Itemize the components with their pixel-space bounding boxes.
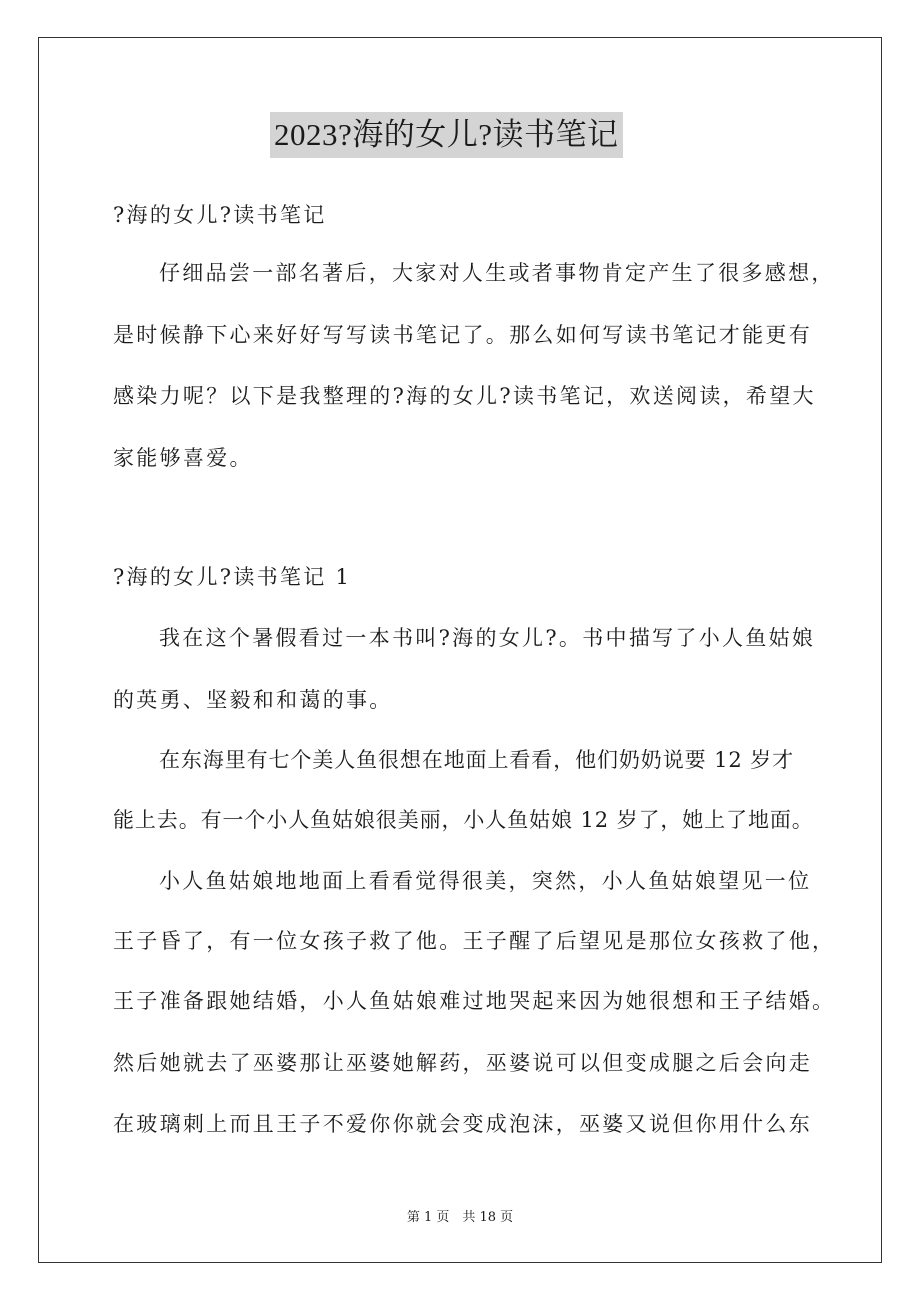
section-heading: ?海的女儿?读书笔记 1 bbox=[113, 565, 352, 589]
body-line-3: 在东海里有七个美人鱼很想在地面上看看，他们奶奶说要 12 岁才 bbox=[159, 748, 794, 772]
body-line-7: 王子准备跟她结婚，小人鱼姑娘难过地哭起来因为她很想和王子结婚。 bbox=[113, 989, 836, 1013]
body-line-8: 然后她就去了巫婆那让巫婆她解药，巫婆说可以但变成腿之后会向走 bbox=[113, 1051, 812, 1075]
body-line-2: 的英勇、坚毅和和蔼的事。 bbox=[113, 688, 393, 712]
subheading: ?海的女儿?读书笔记 bbox=[113, 203, 327, 227]
intro-line-2: 是时候静下心来好好写写读书笔记了。那么如何写读书笔记才能更有 bbox=[113, 323, 812, 347]
document-title: 2023?海的女儿?读书笔记 bbox=[270, 112, 623, 158]
body-line-1: 我在这个暑假看过一本书叫?海的女儿?。书中描写了小人鱼姑娘 bbox=[159, 626, 816, 650]
intro-line-3: 感染力呢？以下是我整理的?海的女儿?读书笔记，欢送阅读，希望大 bbox=[113, 384, 816, 408]
intro-line-1: 仔细品尝一部名著后，大家对人生或者事物肯定产生了很多感想， bbox=[159, 261, 835, 285]
page-indicator: 第 1 页 共 18 页 bbox=[406, 1210, 514, 1225]
body-line-6: 王子昏了，有一位女孩子救了他。王子醒了后望见是那位女孩救了他， bbox=[113, 929, 836, 953]
body-line-9: 在玻璃刺上而且王子不爱你你就会变成泡沫，巫婆又说但你用什么东 bbox=[113, 1112, 812, 1136]
body-line-4: 能上去。有一个小人鱼姑娘很美丽，小人鱼姑娘 12 岁了，她上了地面。 bbox=[113, 808, 814, 832]
body-line-5: 小人鱼姑娘地地面上看看觉得很美，突然，小人鱼姑娘望见一位 bbox=[159, 869, 812, 893]
intro-line-4: 家能够喜爱。 bbox=[113, 446, 253, 470]
